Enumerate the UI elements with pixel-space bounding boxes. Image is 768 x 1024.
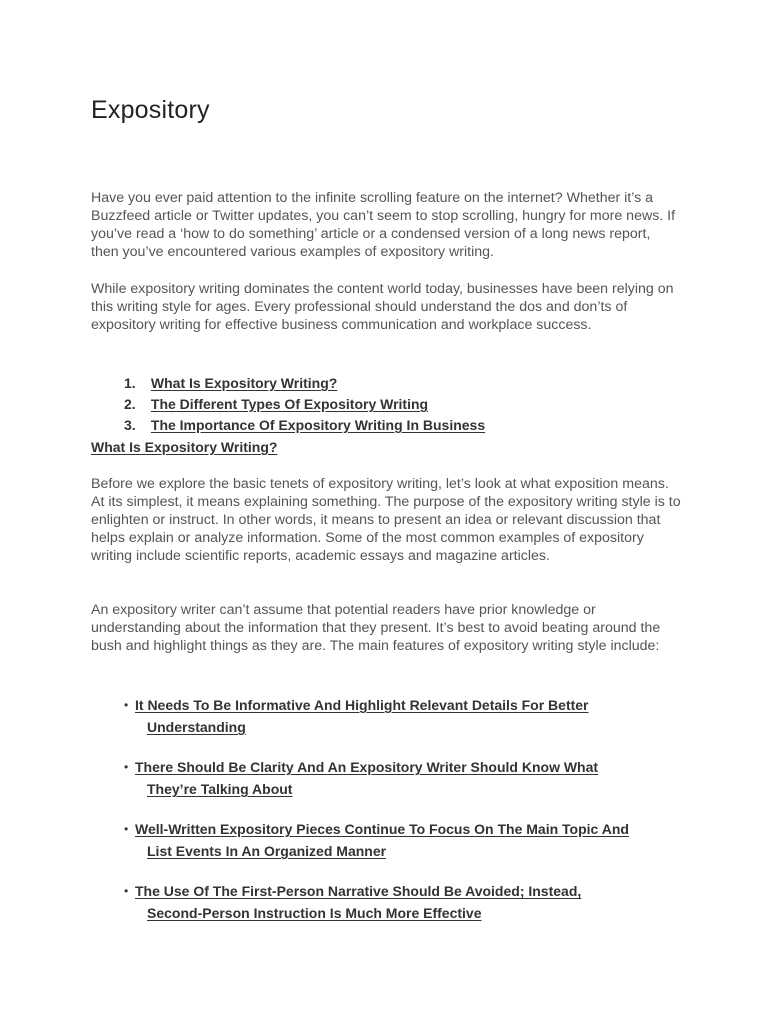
feature-link-informative[interactable] — [135, 694, 695, 738]
toc-link-what-is[interactable]: What Is Expository Writing? — [150, 375, 338, 391]
feature-line: Second-Person Instruction Is Much More Effective — [147, 905, 482, 921]
toc-link-importance[interactable]: The Importance Of Expository Writing In Business — [150, 417, 486, 433]
intro-paragraph: Have you ever paid attention to the infinite scrolling feature on the internet? Whether it’s a Buzzfeed article or Twitter updates, you can’t seem to stop scrolling, hungry for more news. If you’ve read a ‘how to do something’ article or a condensed version of a long news report, then you’ve encountered various examples of expository writing. — [91, 190, 676, 260]
toc-number: 3. — [124, 417, 136, 433]
list-item — [124, 756, 684, 818]
bullet-icon: • — [124, 822, 129, 836]
feature-line: List Events In An Organized Manner — [147, 843, 387, 859]
bullet-icon: • — [124, 884, 129, 898]
page-title: Expository — [91, 96, 210, 124]
feature-line: The Use Of The First-Person Narrative Should Be Avoided; Instead, — [135, 883, 582, 899]
list-item — [124, 694, 684, 756]
toc-item — [124, 373, 485, 394]
toc-item — [124, 415, 485, 436]
feature-line: They’re Talking About — [147, 781, 293, 797]
features-intro-paragraph: An expository writer can’t assume that potential readers have prior knowledge or understanding about the information that they present. It’s best to avoid beating around the bush and highlight things as they are. The main features of expository writing style include: — [91, 602, 661, 654]
feature-link-second-person[interactable] — [135, 880, 695, 924]
feature-line: Well-Written Expository Pieces Continue To Focus On The Main Topic And — [135, 821, 629, 837]
toc-number: 2. — [124, 396, 136, 412]
toc-number: 1. — [124, 375, 136, 391]
feature-line: It Needs To Be Informative And Highlight Relevant Details For Better — [135, 697, 589, 713]
feature-line: There Should Be Clarity And An Expository Writer Should Know What — [135, 759, 599, 775]
bullet-icon: • — [124, 760, 129, 774]
features-list — [124, 694, 684, 942]
list-item — [124, 880, 684, 942]
toc-link-types[interactable]: The Different Types Of Expository Writing — [150, 396, 429, 412]
business-paragraph: While expository writing dominates the content world today, businesses have been relying on this writing style for ages. Every professional should understand the dos and don’ts of expository writing for effective business communication and workplace success. — [91, 281, 674, 333]
list-item — [124, 818, 684, 880]
section-heading: What Is Expository Writing? — [91, 439, 278, 455]
table-of-contents — [124, 373, 485, 436]
toc-item — [124, 394, 485, 415]
feature-link-clarity[interactable] — [135, 756, 695, 800]
exposition-paragraph: Before we explore the basic tenets of expository writing, let’s look at what exposition means. At its simplest, it means explaining something. The purpose of the expository writing style is to enlighten or instruct. In other words, it means to present an idea or relevant discussion that helps explain or analyze information. Some of the most common examples of expository writing include scientific reports, academic essays and magazine articles. — [91, 476, 681, 564]
feature-link-focus[interactable] — [135, 818, 695, 862]
feature-line: Understanding — [147, 719, 246, 735]
bullet-icon: • — [124, 698, 129, 712]
